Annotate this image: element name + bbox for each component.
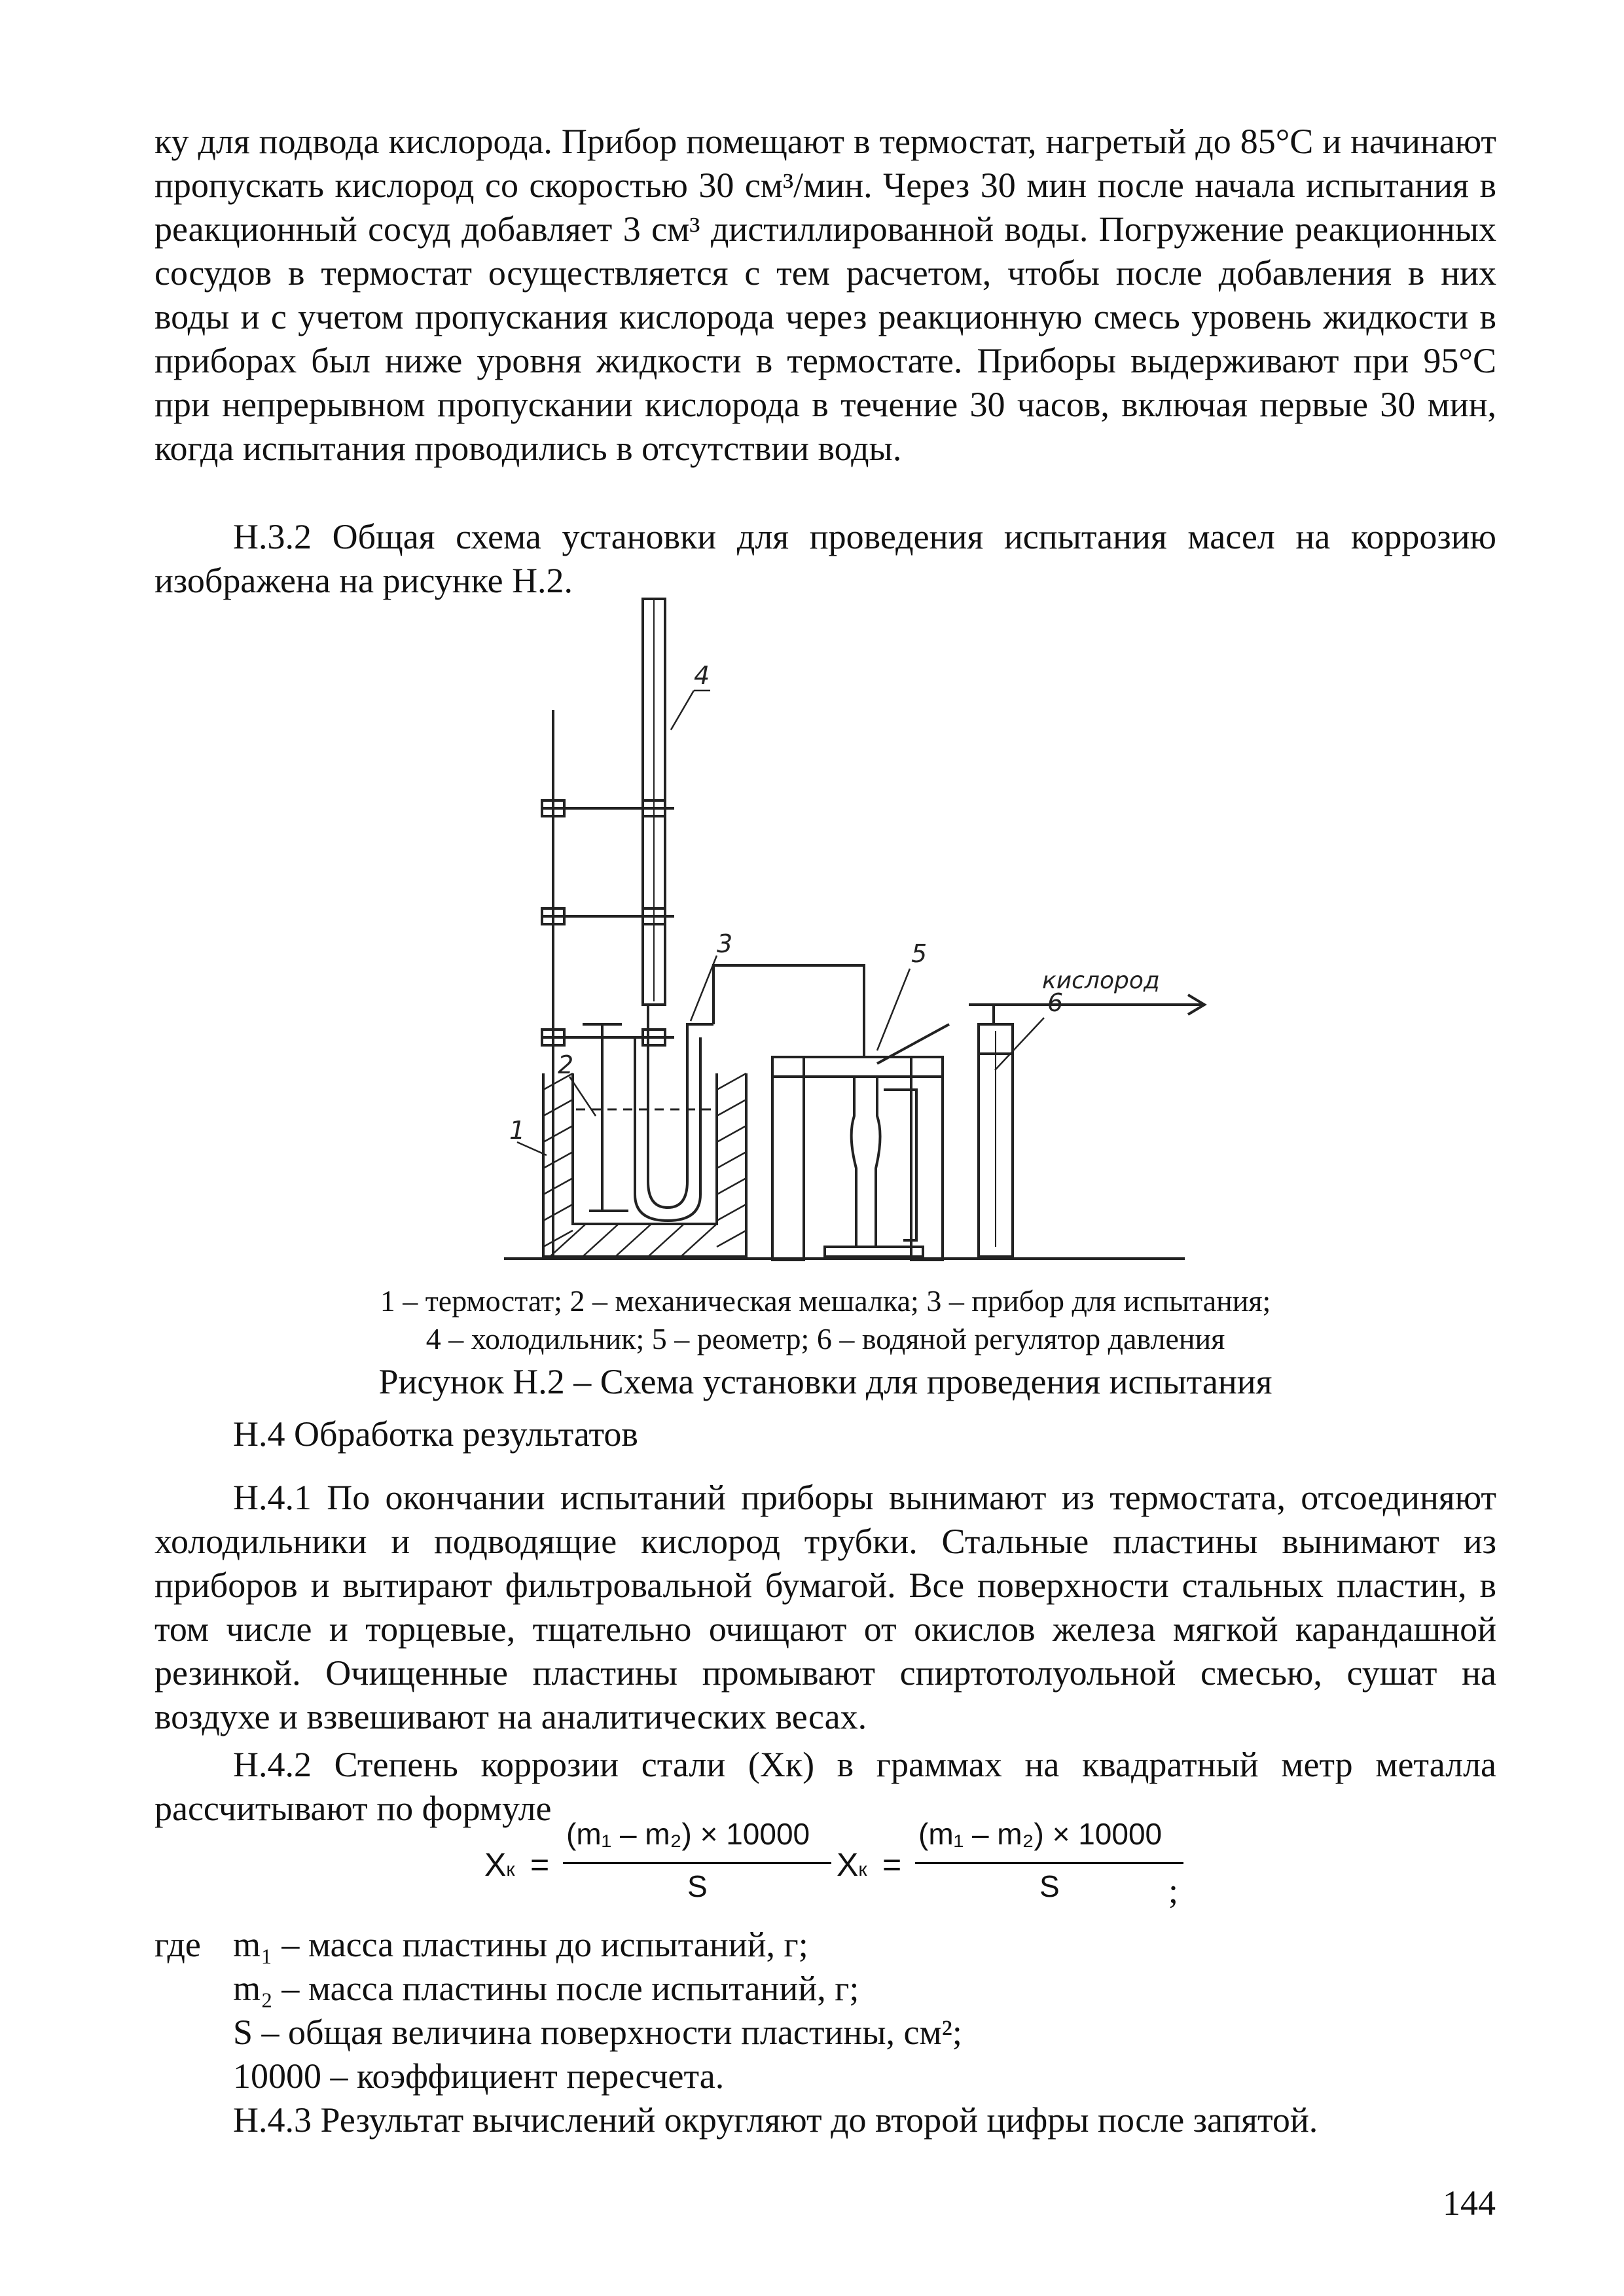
formula-lhs-2: Xк [837, 1846, 867, 1883]
label-5: 5 [911, 939, 928, 968]
formula-lhs-1: Xк [484, 1846, 515, 1883]
rheometer-body [852, 1077, 880, 1247]
oxygen-label: кислород [1042, 967, 1160, 994]
formula-denominator-2: S [1039, 1869, 1060, 1903]
section-heading-h-4: Н.4 Обработка результатов [233, 1414, 638, 1454]
figure-legend-line-1: 1 – термостат; 2 – механическая мешалка; 3 – прибор для испытания; [380, 1284, 1271, 1318]
figure-legend-line-2: 4 – холодильник; 5 – реометр; 6 – водяной регулятор давления [425, 1322, 1225, 1355]
formula-semicolon: ; [1168, 1871, 1179, 1910]
formula-eq-2: = [882, 1846, 902, 1883]
definition-m2: m₂ – масса пластины после испытаний, г; [233, 1969, 859, 2008]
paragraph-h-4-2: Н.4.2 Степень коррозии стали (Хк) в граммах на квадратный метр металла рассчитывают по формуле [154, 1745, 1496, 1828]
corrosion-formula [478, 1816, 1198, 1914]
oxygen-tube [713, 965, 864, 1057]
label-6: 6 [1047, 988, 1064, 1017]
formula-numerator-1: (m₁ – m₂) × 10000 [566, 1817, 810, 1851]
label-4: 4 [694, 661, 710, 690]
formula-numerator-2: (m₁ – m₂) × 10000 [918, 1817, 1163, 1851]
definition-m1: m₁ – масса пластины до испытаний, г; [233, 1925, 808, 1964]
paragraph-h-3-2: Н.3.2 Общая схема установки для проведения испытания масел на коррозию изображена на рисунке Н.2. [154, 517, 1496, 600]
definition-where: где [154, 1925, 201, 1964]
formula-eq-1: = [530, 1846, 550, 1883]
label-3: 3 [717, 929, 733, 958]
page-number: 144 [1443, 2183, 1496, 2223]
label-1: 1 [509, 1116, 526, 1145]
definition-10000: 10000 – коэффициент пересчета. [233, 2056, 725, 2096]
test-device-tube [648, 1005, 713, 1208]
figure-caption: Рисунок Н.2 – Схема установки для проведения испытания [378, 1362, 1272, 1401]
paragraph-oxygen-procedure: ку для подвода кислорода. Прибор помещают в термостат, нагретый до 85°С и начинают пропускать кислород со скоростью 30 см³/мин. Через 30 мин после начала испытания в реакционный сосуд добавляет 3 см³ дистиллированной воды. Погружение реакционных сосудов в термостат осуществляется с тем расчетом, чтобы после добавления в них воды и с учетом пропускания кислорода через реакционную смесь уровень жидкости в приборах был ниже уровня жидкости в термостате. Приборы выдерживают при 95°С при непрерывном пропускании кислорода в течение 30 часов, включая первые 30 мин, когда испытания проводились в отсутствии воды. [154, 122, 1496, 468]
label-2: 2 [558, 1050, 574, 1079]
formula-denominator-1: S [687, 1869, 708, 1903]
paragraph-h-4-3: Н.4.3 Результат вычислений округляют до второй цифры после запятой. [233, 2100, 1318, 2140]
rheometer-frame [772, 1057, 943, 1077]
apparatus-diagram [497, 592, 1218, 1276]
paragraph-h-4-1: Н.4.1 По окончании испытаний приборы вынимают из термостата, отсоединяют холодильники и подводящие кислород трубки. Стальные пластины вынимают из приборов и вытирают фильтровальной бумагой. Все поверхности стальных пластин, в том числе и торцевые, тщательно очищают от окислов железа мягкой карандашной резинкой. Очищенные пластины промывают спиртотолуольной смесью, сушат на воздухе и взвешивают на аналитических весах. [154, 1478, 1496, 1736]
definition-s: S – общая величина поверхности пластины, см²; [233, 2013, 962, 2052]
